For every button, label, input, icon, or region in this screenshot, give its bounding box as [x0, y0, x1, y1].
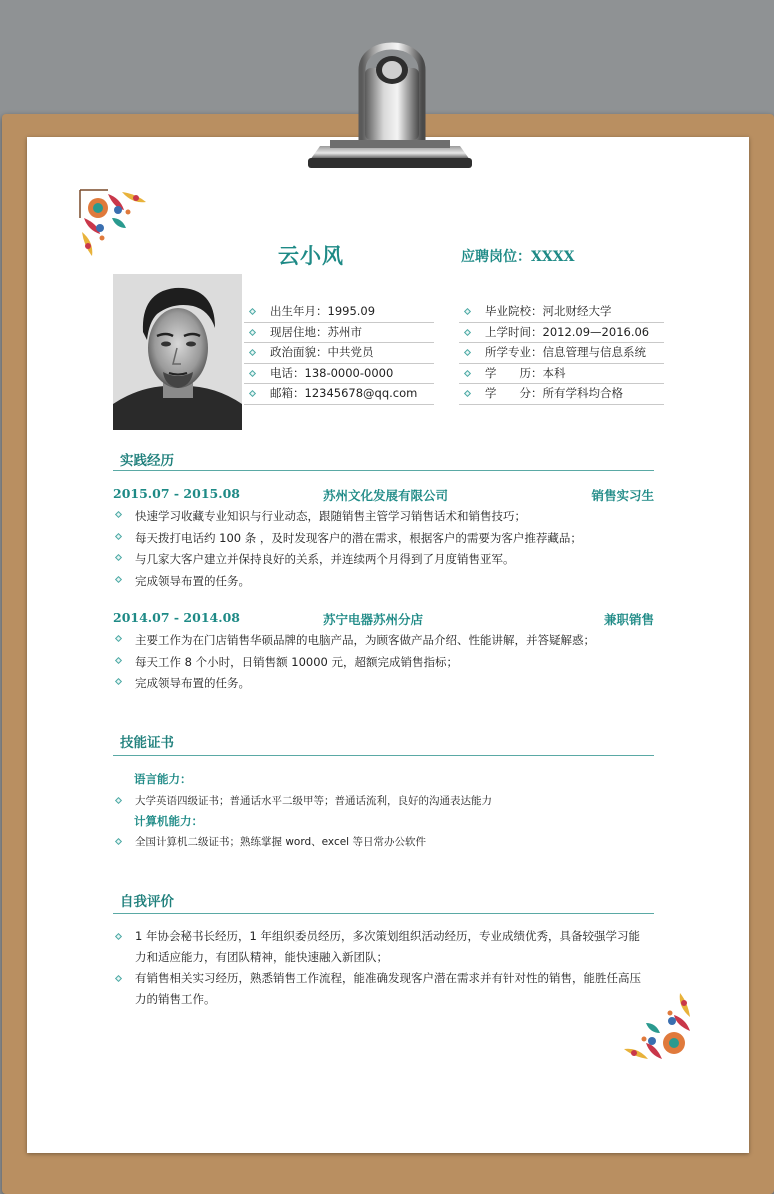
diamond-bullet-icon: [464, 349, 471, 356]
section-title-practice: 实践经历: [120, 453, 174, 469]
diamond-bullet-icon: [115, 511, 122, 518]
diamond-bullet-icon: [249, 349, 256, 356]
diamond-bullet-icon: [115, 975, 122, 982]
diamond-bullet-icon: [464, 308, 471, 315]
diamond-bullet-icon: [115, 656, 122, 663]
list-item: 每天工作 8 个小时，日销售额 10000 元，超额完成销售指标；: [113, 652, 595, 674]
diamond-bullet-icon: [249, 328, 256, 335]
experience-header: [113, 486, 654, 504]
list-item: 1 年协会秘书长经历，1 年组织委员经历，多次策划组织活动经历，专业成绩优秀，具备较强学习能力和适应能力，有团队精神，能快速融入新团队；: [113, 926, 651, 968]
experience-role: 销售实习生: [591, 488, 654, 503]
experience-bullets: [113, 630, 595, 695]
experience-header: [113, 610, 654, 628]
diamond-bullet-icon: [249, 390, 256, 397]
section-divider: [113, 470, 654, 471]
computer-skill-label: 计算机能力：: [134, 814, 203, 828]
info-residence: 现居住地：苏州市: [244, 323, 434, 344]
diamond-bullet-icon: [115, 678, 122, 685]
computer-skill-list: [113, 833, 426, 851]
experience-date: 2014.07 - 2014.08: [113, 610, 240, 625]
diamond-bullet-icon: [115, 933, 122, 940]
section-divider: [113, 755, 654, 756]
diamond-bullet-icon: [249, 308, 256, 315]
diamond-bullet-icon: [115, 797, 122, 804]
info-phone: 电话：138-0000-0000: [244, 364, 434, 385]
job-target: 应聘岗位：XXXX: [461, 249, 575, 265]
list-item: 有销售相关实习经历，熟悉销售工作流程，能准确发现客户潜在需求并有针对性的销售，能胜任高压力的销售工作。: [113, 968, 651, 1010]
list-item: 完成领导布置的任务。: [113, 673, 595, 695]
list-item: 快速学习收藏专业知识与行业动态，跟随销售主管学习销售话术和销售技巧；: [113, 506, 582, 528]
info-degree: 学 历：本科: [459, 364, 664, 385]
info-school: 毕业院校：河北财经大学: [459, 302, 664, 323]
diamond-bullet-icon: [115, 838, 122, 845]
section-title-self-eval: 自我评价: [120, 894, 174, 910]
info-politics: 政治面貌：中共党员: [244, 343, 434, 364]
diamond-bullet-icon: [464, 369, 471, 376]
info-credits: 学 分：所有学科均合格: [459, 384, 664, 405]
education-info-list: [459, 302, 664, 405]
list-item: 与几家大客户建立并保持良好的关系，并连续两个月得到了月度销售亚军。: [113, 549, 582, 571]
diamond-bullet-icon: [115, 575, 122, 582]
experience-bullets: [113, 506, 582, 592]
list-item: 主要工作为在门店销售华硕品牌的电脑产品，为顾客做产品介绍、性能讲解，并答疑解惑；: [113, 630, 595, 652]
diamond-bullet-icon: [115, 635, 122, 642]
experience-role: 兼职销售: [603, 612, 654, 627]
binder-clip-icon: [300, 28, 480, 178]
info-study-period: 上学时间：2012.09—2016.06: [459, 323, 664, 344]
diamond-bullet-icon: [115, 532, 122, 539]
experience-company: 苏宁电器苏州分店: [323, 612, 424, 627]
list-item: 大学英语四级证书；普通话水平二级甲等；普通话流利，良好的沟通表达能力: [113, 792, 492, 810]
experience-company: 苏州文化发展有限公司: [323, 488, 449, 503]
section-title-skills: 技能证书: [120, 735, 174, 751]
experience-date: 2015.07 - 2015.08: [113, 486, 240, 501]
diamond-bullet-icon: [464, 390, 471, 397]
diamond-bullet-icon: [249, 369, 256, 376]
section-divider: [113, 913, 654, 914]
diamond-bullet-icon: [115, 554, 122, 561]
info-email: 邮箱：12345678@qq.com: [244, 384, 434, 405]
list-item: 全国计算机二级证书；熟练掌握 word、excel 等日常办公软件: [113, 833, 426, 851]
language-skill-list: [113, 792, 492, 810]
list-item: 完成领导布置的任务。: [113, 571, 582, 593]
profile-photo: [113, 274, 242, 430]
list-item: 每天拨打电话约 100 条 ，及时发现客户的潜在需求，根据客户的需要为客户推荐藏品；: [113, 528, 582, 550]
diamond-bullet-icon: [464, 328, 471, 335]
personal-info-list: [244, 302, 434, 405]
candidate-name: 云小风: [278, 243, 344, 268]
language-skill-label: 语言能力：: [134, 772, 192, 786]
floral-ornament-icon: [78, 188, 154, 266]
info-major: 所学专业：信息管理与信息系统: [459, 343, 664, 364]
info-birth: 出生年月：1995.09: [244, 302, 434, 323]
self-eval-list: [113, 926, 651, 1010]
